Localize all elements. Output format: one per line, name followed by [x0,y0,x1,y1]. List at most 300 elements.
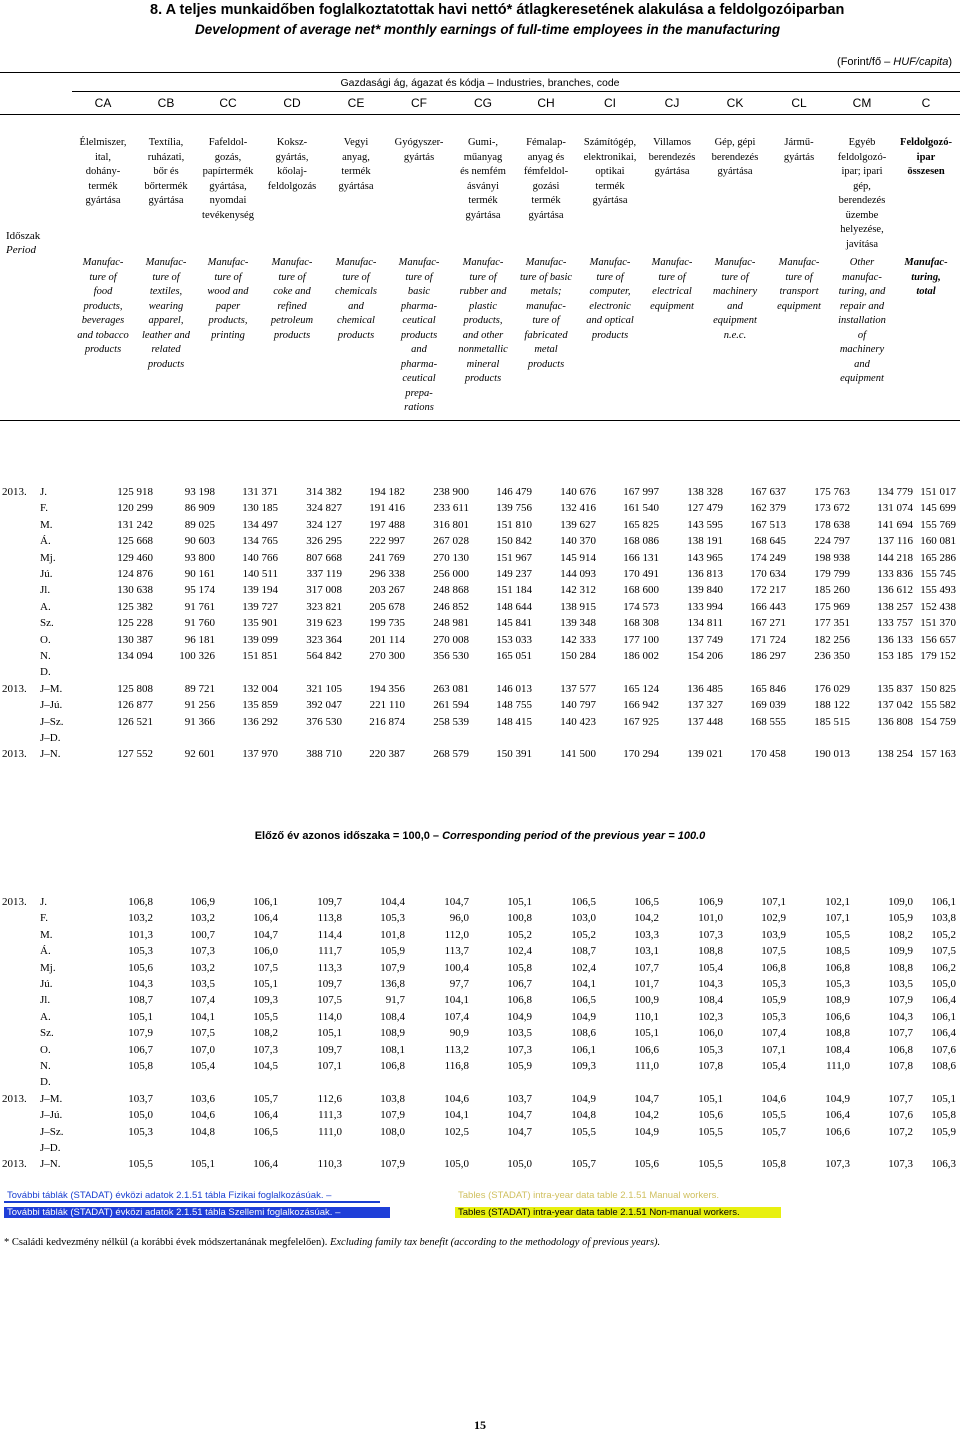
column-header-cc [197,136,259,341]
cell-ci: 105,1 [634,1027,659,1040]
column-header-en: Manufac- ture of food products, beverages and tobacco products [77,257,129,355]
column-header-ck [704,136,766,341]
cell-cc: 139 194 [242,584,278,597]
cell-c: 105,1 [931,1092,956,1105]
cell-ck: 105,5 [761,1109,786,1122]
row-period: A. [40,1010,51,1023]
cell-cj: 136 485 [687,682,723,695]
cell-ca: 107,9 [128,1027,153,1040]
cell-ci: 110,1 [634,1010,659,1023]
cell-ca: 105,3 [128,1125,153,1138]
cell-c: 107,6 [931,1043,956,1056]
earnings-row [0,683,960,699]
cell-cl: 107,3 [825,1158,850,1171]
column-header-ch [515,136,577,370]
cell-cb: 107,3 [190,945,215,958]
cell-ce: 205 678 [369,600,405,613]
cell-cc: 107,5 [253,961,278,974]
cell-cf: 104,7 [444,896,469,908]
cell-cj: 138 328 [687,486,723,498]
cell-cg: 104,9 [507,1010,532,1023]
cell-cb: 89 025 [184,518,215,531]
cell-ce: 105,9 [380,945,405,958]
cell-cf: 246 852 [433,600,469,613]
column-header-hu: Gép, gépi berendezés gyártása [711,137,759,177]
column-header-en: Manufac- ture of chemicals and chemical products [335,257,377,341]
cell-ck: 167 637 [750,486,786,498]
cell-cb: 103,6 [190,1092,215,1105]
cell-c: 106,3 [931,1158,956,1171]
cell-ch: 104,9 [571,1092,596,1105]
cell-cl: 198 938 [814,551,850,564]
index-row [0,1093,960,1109]
cell-c: 151 370 [920,617,956,630]
column-header-hu: Villamos berendezés gyártása [648,137,696,177]
cell-ca: 125 808 [117,682,153,695]
cell-cg: 153 033 [496,633,532,646]
row-period: Mj. [40,961,56,974]
row-year: 2013. [2,748,27,761]
column-header-cg [452,136,514,384]
column-header-en: Manufac- ture of textiles, wearing apparel, leather and related products [141,257,191,370]
index-row [0,1142,960,1158]
cell-ci: 168 308 [623,617,659,630]
cell-ce: 101,8 [380,928,405,941]
cell-ck: 105,3 [761,978,786,990]
cell-ch: 103,0 [571,912,596,925]
cell-cd: 319 623 [306,617,342,630]
cell-ca: 126 877 [117,699,153,712]
row-period: D. [40,1076,51,1089]
row-period: J. [40,896,48,908]
cell-cj: 106,0 [698,1027,723,1040]
cell-cc: 106,1 [253,896,278,908]
cell-ce: 220 387 [369,748,405,761]
cell-c: 106,1 [931,896,956,908]
index-row [0,1044,960,1060]
cell-ca: 131 242 [117,518,153,531]
cell-cd: 317 008 [306,584,342,597]
cell-cd: 321 105 [306,682,342,695]
cell-cc: 105,1 [253,978,278,990]
cell-cf: 233 611 [433,502,469,515]
cell-cm: 108,2 [888,928,913,941]
column-header-cj [641,136,703,312]
cell-cg: 145 841 [496,617,532,630]
row-year: 2013. [2,682,27,695]
cell-ch: 106,1 [571,1043,596,1056]
cell-ca: 105,5 [128,1158,153,1171]
cell-ch: 106,5 [571,994,596,1007]
cell-cb: 91 761 [184,600,215,613]
cell-c: 106,4 [931,994,956,1007]
cell-cl: 188 122 [814,699,850,712]
cell-cj: 143 595 [687,518,723,531]
cell-cl: 224 797 [814,535,850,548]
cell-cd: 112,6 [317,1092,342,1105]
stadat-link-manual-en[interactable]: Tables (STADAT) intra-year data table 2.1.51 Manual workers. [455,1190,781,1201]
row-period: M. [40,928,53,941]
row-period: N. [40,650,51,662]
cell-cm: 136 612 [877,584,913,597]
cell-c: 179 152 [920,650,956,662]
row-period: J–Jú. [40,1109,63,1122]
cell-cc: 135 901 [242,617,278,630]
cell-cc: 104,7 [253,928,278,941]
row-year: 2013. [2,896,27,908]
cell-cm: 137 042 [877,699,913,712]
cell-cl: 105,3 [825,978,850,990]
cell-cf: 316 801 [433,518,469,531]
cell-cc: 106,4 [253,1158,278,1171]
cell-c: 154 759 [920,715,956,728]
cell-cf: 270 008 [433,633,469,646]
cell-cj: 105,4 [698,961,723,974]
cell-cc: 105,7 [253,1092,278,1105]
stadat-link-nonmanual-en[interactable]: Tables (STADAT) intra-year data table 2.1.51 Non-manual workers. [455,1207,781,1218]
cell-cj: 107,3 [698,928,723,941]
index-row [0,912,960,928]
column-header-cl [768,136,830,312]
cell-ce: 107,9 [380,1109,405,1122]
cell-cc: 106,5 [253,1125,278,1138]
cell-ce: 194 182 [369,486,405,498]
row-period: Jl. [40,994,51,1007]
cell-cd: 114,4 [317,928,342,941]
cell-cb: 107,5 [190,1027,215,1040]
cell-cd: 113,3 [317,961,342,974]
cell-ch: 105,2 [571,928,596,941]
cell-cg: 151 967 [496,551,532,564]
index-row [0,1158,960,1174]
column-header-ca [72,136,134,355]
cell-ci: 104,7 [634,1092,659,1105]
cell-cd: 324 127 [306,518,342,531]
cell-cm: 103,5 [888,978,913,990]
cell-cd: 111,3 [318,1109,342,1122]
column-header-ce [325,136,387,341]
cell-cc: 106,4 [253,1109,278,1122]
code-ca: CA [94,96,112,110]
code-ch: CH [537,96,555,110]
cell-cf: 238 900 [433,486,469,498]
stadat-link-manual-hu[interactable]: További táblák (STADAT) évközi adatok 2.1.51 tábla Fizikai foglalkozásúak. – [4,1190,380,1203]
earnings-row [0,617,960,633]
earnings-row [0,699,960,715]
cell-ck: 165 846 [750,682,786,695]
row-period: A. [40,600,51,613]
cell-c: 105,0 [931,978,956,990]
cell-cg: 165 051 [496,650,532,662]
cell-cc: 107,3 [253,1043,278,1056]
cell-cg: 148 415 [496,715,532,728]
cell-ca: 134 094 [117,650,153,662]
cell-ci: 165 825 [623,518,659,531]
cell-cc: 151 851 [242,650,278,662]
cell-cm: 109,0 [888,896,913,908]
code-cd: CD [283,96,301,110]
cell-c: 145 699 [920,502,956,515]
cell-cf: 268 579 [433,748,469,761]
earnings-row [0,568,960,584]
cell-ci: 107,7 [634,961,659,974]
cell-ch: 140 676 [560,486,596,498]
cell-ci: 104,9 [634,1125,659,1138]
cell-cd: 323 821 [306,600,342,613]
cell-cm: 108,8 [888,961,913,974]
cell-ci: 106,6 [634,1043,659,1056]
cell-ci: 170 294 [623,748,659,761]
cell-cl: 107,1 [825,912,850,925]
cell-cc: 139 727 [242,600,278,613]
cell-cf: 113,7 [444,945,469,958]
cell-ch: 140 370 [560,535,596,548]
cell-cb: 100,7 [190,928,215,941]
cell-c: 106,1 [931,1010,956,1023]
cell-cj: 139 021 [687,748,723,761]
row-period: Mj. [40,551,56,564]
column-header-en: Manufac- ture of electrical equipment [650,257,694,312]
page-title: 8. A teljes munkaidőben foglalkoztatottak havi nettó* átlagkeresetének alakulása a feldolgozóiparban [150,2,845,18]
cell-ci: 166 131 [623,551,659,564]
cell-c: 155 745 [920,568,956,580]
stadat-link-nonmanual-hu[interactable]: További táblák (STADAT) évközi adatok 2.1.51 tábla Szellemi foglalkozásúak. – [4,1207,390,1218]
cell-cm: 136 808 [877,715,913,728]
row-period: Á. [40,535,51,548]
cell-ck: 174 249 [750,551,786,564]
cell-cg: 105,0 [507,1158,532,1171]
cell-cg: 149 237 [496,568,532,580]
cell-cm: 107,2 [888,1125,913,1138]
cell-cm: 144 218 [877,551,913,564]
cell-ch: 142 312 [560,584,596,597]
earnings-row [0,716,960,732]
cell-cf: 356 530 [433,650,469,662]
unit-label: (Forint/fő – HUF/capita) [837,56,952,68]
cell-ce: 201 114 [369,633,405,646]
cell-ci: 168 600 [623,584,659,597]
cell-cj: 105,5 [698,1158,723,1171]
cell-cb: 100 326 [179,650,215,662]
cell-ci: 101,7 [634,978,659,990]
cell-ca: 120 299 [117,502,153,515]
cell-ck: 166 443 [750,600,786,613]
cell-cj: 105,1 [698,1092,723,1105]
cell-cb: 90 161 [184,568,215,580]
column-header-en: Manufac- ture of rubber and plastic products, and other nonmetallic mineral products [458,257,508,384]
cell-cd: 111,7 [318,945,342,958]
cell-cg: 151 184 [496,584,532,597]
earnings-row [0,552,960,568]
cell-ch: 104,1 [571,978,596,990]
cell-cb: 91 256 [184,699,215,712]
column-header-en: Manufac- ture of basic pharma- ceutical products and pharma- ceutical prepa- rations [398,257,440,413]
column-header-hu: Fémalap- anyag és fémfeldol- gozási termék gyártása [523,137,569,221]
column-header-hu: Jármű- gyártás [783,137,815,163]
cell-cj: 105,6 [698,1109,723,1122]
cell-cg: 107,3 [507,1043,532,1056]
cell-ck: 170 634 [750,568,786,580]
cell-cm: 137 116 [877,535,913,548]
cell-cb: 96 181 [184,633,215,646]
cell-cb: 93 198 [184,486,215,498]
code-ci: CI [604,96,616,110]
cell-ch: 142 333 [560,633,596,646]
cell-ck: 168 645 [750,535,786,548]
cell-cj: 106,9 [698,896,723,908]
cell-ck: 170 458 [750,748,786,761]
cell-c: 106,2 [931,961,956,974]
cell-cf: 248 981 [433,617,469,630]
cell-cd: 109,7 [317,978,342,990]
cell-cb: 93 800 [184,551,215,564]
cell-c: 105,8 [931,1109,956,1122]
cell-cl: 190 013 [814,748,850,761]
column-header-en: Other manufac- turing, and repair and installation of machinery and equipment [838,257,886,384]
cell-cg: 103,5 [507,1027,532,1040]
cell-ce: 103,8 [380,1092,405,1105]
cell-c: 155 769 [920,518,956,531]
cell-cf: 90,9 [449,1027,469,1040]
cell-cd: 323 364 [306,633,342,646]
cell-cg: 150 391 [496,748,532,761]
cell-cj: 105,5 [698,1125,723,1138]
cell-ce: 191 416 [369,502,405,515]
index-row [0,929,960,945]
cell-cd: 392 047 [306,699,342,712]
cell-cm: 107,3 [888,1158,913,1171]
column-header-hu: Gyógyszer- gyártás [394,137,444,163]
column-header-en: Manufac- ture of coke and refined petroleum products [270,257,314,341]
cell-cj: 139 840 [687,584,723,597]
cell-ce: 104,4 [380,896,405,908]
cell-cj: 105,3 [698,1043,723,1056]
cell-ca: 124 876 [117,568,153,580]
cell-cf: 261 594 [433,699,469,712]
cell-c: 151 017 [920,486,956,498]
cell-ck: 103,9 [761,928,786,941]
cell-ch: 139 348 [560,617,596,630]
cell-cc: 106,0 [253,945,278,958]
cell-ck: 167 271 [750,617,786,630]
cell-cl: 236 350 [814,650,850,662]
cell-ch: 109,3 [571,1060,596,1072]
cell-cc: 134 497 [242,518,278,531]
cell-cm: 131 074 [877,502,913,515]
code-cc: CC [219,96,237,110]
column-header-hu: Fafeldol- gozás, papírtermék gyártása, nyomdai tevékenység [202,137,254,221]
cell-ch: 108,7 [571,945,596,958]
cell-ck: 104,6 [761,1092,786,1105]
cell-ce: 105,3 [380,912,405,925]
cell-cc: 130 185 [242,502,278,515]
column-header-en: Manufac- ture of transport equipment [777,257,821,312]
cell-ca: 105,8 [128,1060,153,1072]
cell-cg: 106,7 [507,978,532,990]
cell-c: 150 825 [920,682,956,695]
cell-ch: 150 284 [560,650,596,662]
cell-cd: 107,5 [317,994,342,1007]
cell-ck: 105,9 [761,994,786,1007]
cell-cm: 109,9 [888,945,913,958]
earnings-row [0,535,960,551]
column-header-hu: Textília, ruházati, bőr és bőrtermék gyártása [144,137,188,206]
table-top-rule [0,72,960,73]
cell-cd: 337 119 [306,568,342,580]
cell-ck: 186 297 [750,650,786,662]
cell-cg: 146 013 [496,682,532,695]
cell-cm: 104,3 [888,1010,913,1023]
cell-cm: 107,6 [888,1109,913,1122]
index-row [0,1027,960,1043]
cell-cm: 134 779 [877,486,913,498]
cell-ca: 105,1 [128,1010,153,1023]
cell-cg: 139 756 [496,502,532,515]
cell-cg: 103,7 [507,1092,532,1105]
cell-ck: 105,4 [761,1060,786,1072]
cell-cg: 105,9 [507,1060,532,1072]
cell-cd: 111,0 [318,1125,342,1138]
cell-cj: 133 994 [687,600,723,613]
cell-cl: 185 515 [814,715,850,728]
cell-cb: 103,5 [190,978,215,990]
cell-ca: 105,3 [128,945,153,958]
cell-ch: 108,6 [571,1027,596,1040]
column-header-en: Manufac- ture of basic metals; manufac- ture of fabricated metal products [519,257,573,370]
column-header-hu: Koksz- gyártás, kőolaj- feldolgozás [267,137,317,192]
cell-cl: 108,4 [825,1043,850,1056]
cell-c: 105,9 [931,1125,956,1138]
cell-cb: 92 601 [184,748,215,761]
cell-ce: 107,9 [380,961,405,974]
cell-ca: 106,8 [128,896,153,908]
cell-cm: 107,7 [888,1027,913,1040]
cell-cg: 148 644 [496,600,532,613]
cell-cc: 136 292 [242,715,278,728]
page-subtitle: Development of average net* monthly earnings of full-time employees in the manufacturing [195,22,781,37]
row-period: Sz. [40,617,54,630]
cell-cb: 91 366 [184,715,215,728]
period-label: Időszak Period [6,230,41,256]
cell-ce: 108,1 [380,1043,405,1056]
cell-ck: 105,7 [761,1125,786,1138]
row-period: D. [40,666,51,679]
cell-cm: 136 133 [877,633,913,646]
cell-ce: 199 735 [369,617,405,630]
cell-cm: 106,8 [888,1043,913,1056]
header-bottom-rule [0,420,960,421]
cell-ca: 125 228 [117,617,153,630]
cell-ca: 126 521 [117,715,153,728]
branch-header-rule [72,91,960,92]
row-period: J–Sz. [40,1125,64,1138]
cell-ck: 171 724 [750,633,786,646]
cell-cl: 102,1 [825,896,850,908]
cell-c: 155 493 [920,584,956,597]
cell-ci: 103,3 [634,928,659,941]
cell-cm: 153 185 [877,650,913,662]
cell-ca: 101,3 [128,928,153,941]
cell-cd: 807 668 [306,551,342,564]
row-period: J–Sz. [40,715,64,728]
earnings-row [0,732,960,748]
cell-cf: 97,7 [449,978,469,990]
cell-cl: 185 260 [814,584,850,597]
cell-ci: 165 124 [623,682,659,695]
cell-ck: 105,3 [761,1010,786,1023]
cell-cc: 135 859 [242,699,278,712]
cell-cl: 106,6 [825,1125,850,1138]
